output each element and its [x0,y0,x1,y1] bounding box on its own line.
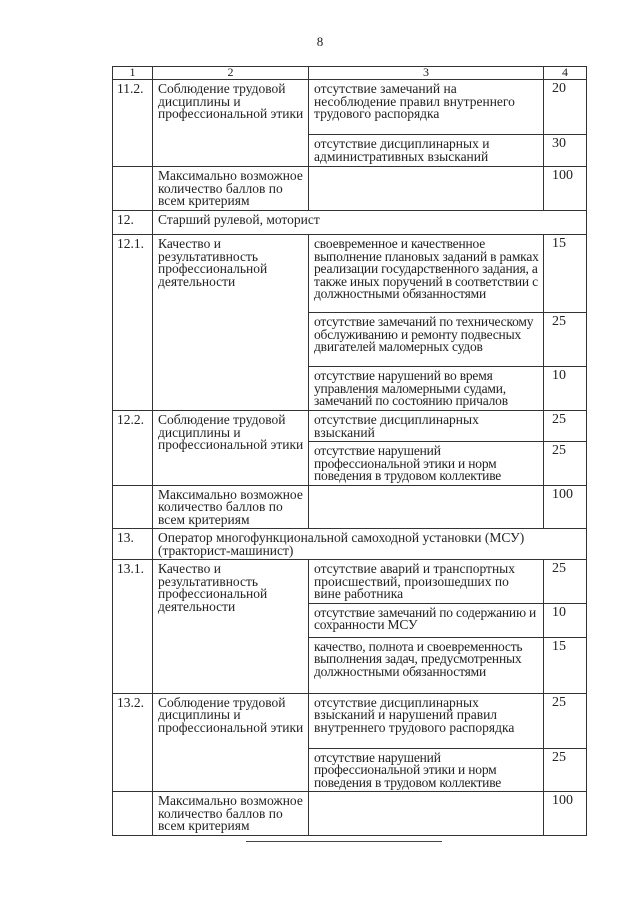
criterion-name: Соблюдение трудовой дисциплины и профессиональной этики [153,693,309,792]
item-number: 11.2. [113,80,153,167]
column-number: 1 [113,67,153,80]
score: 15 [544,637,587,693]
indicator: отсутствие замечаний по содержанию и сохранности МСУ [309,603,544,637]
item-number [113,485,153,529]
table-row [113,167,587,211]
score: 25 [544,693,587,748]
score: 25 [544,411,587,442]
indicator: качество, полнота и своевременность выполнения задач, предусмотренных должностными обязанностями [309,637,544,693]
score: 15 [544,235,587,313]
max-score: 100 [544,792,587,836]
item-number: 13.2. [113,693,153,792]
item-number [113,792,153,836]
section-row [113,529,587,560]
indicator: отсутствие замечаний на несоблюдение правил внутреннего трудового распорядка [309,80,544,135]
table-row [113,235,587,313]
column-number: 4 [544,67,587,80]
indicator: отсутствие нарушений профессиональной этики и норм поведения в трудовом коллективе [309,442,544,486]
max-score-label: Максимально возможное количество баллов по всем критериям [153,792,309,836]
item-number: 13.1. [113,560,153,694]
score: 10 [544,367,587,411]
table-row [113,411,587,442]
indicator: отсутствие дисциплинарных и административных взысканий [309,135,544,167]
table-row [113,693,587,748]
section-number: 13. [113,529,153,560]
table-row [113,560,587,604]
indicator: отсутствие нарушений во время управления маломерными судами, замечаний по состоянию причалов [309,367,544,411]
criterion-name: Качество и результативность профессиональной деятельности [153,235,309,411]
table-row [113,485,587,529]
section-number: 12. [113,211,153,235]
criterion-name: Соблюдение трудовой дисциплины и профессиональной этики [153,411,309,486]
score: 25 [544,313,587,367]
section-row [113,211,587,235]
indicator [309,792,544,836]
max-score-label: Максимально возможное количество баллов по всем критериям [153,167,309,211]
item-number [113,167,153,211]
column-number-row [113,67,587,80]
score: 30 [544,135,587,167]
max-score-label: Максимально возможное количество баллов по всем критериям [153,485,309,529]
indicator: своевременное и качественное выполнение плановых заданий в рамках реализации государственного задания, а также иных поручений в соответствии с должностными обязанностями [309,235,544,313]
page-number: 8 [316,34,324,49]
indicator [309,167,544,211]
item-number: 12.2. [113,411,153,486]
column-number: 2 [153,67,309,80]
indicator: отсутствие дисциплинарных взысканий и нарушений правил внутреннего трудового распорядка [309,693,544,748]
criterion-name: Соблюдение трудовой дисциплины и профессиональной этики [153,80,309,167]
section-title: Оператор многофункциональной самоходной установки (МСУ) (тракторист-машинист) [153,529,587,560]
score: 25 [544,748,587,792]
score: 25 [544,560,587,604]
criteria-table [112,66,587,836]
score: 10 [544,603,587,637]
indicator: отсутствие аварий и транспортных происшествий, произошедших по вине работника [309,560,544,604]
footer-divider [246,841,442,842]
indicator: отсутствие нарушений профессиональной этики и норм поведения в трудовом коллективе [309,748,544,792]
indicator: отсутствие замечаний по техническому обслуживанию и ремонту подвесных двигателей маломерных судов [309,313,544,367]
table-row [113,80,587,135]
section-title: Старший рулевой, моторист [153,211,587,235]
indicator [309,485,544,529]
score: 25 [544,442,587,486]
item-number: 12.1. [113,235,153,411]
table-row [113,792,587,836]
score: 20 [544,80,587,135]
max-score: 100 [544,167,587,211]
criterion-name: Качество и результативность профессиональной деятельности [153,560,309,694]
indicator: отсутствие дисциплинарных взысканий [309,411,544,442]
column-number: 3 [309,67,544,80]
max-score: 100 [544,485,587,529]
